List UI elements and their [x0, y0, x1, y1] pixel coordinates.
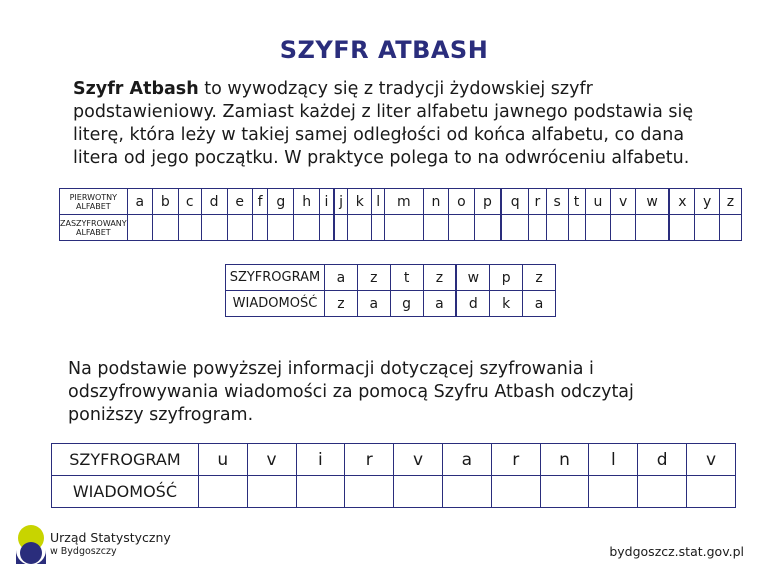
alphabet-cipher-cell[interactable]: [719, 215, 741, 241]
task-ciphertext-cell: u: [198, 444, 247, 476]
task-ciphertext-cell: n: [540, 444, 589, 476]
alphabet-cipher-cell[interactable]: [294, 215, 320, 241]
task-message-cell[interactable]: [540, 476, 589, 508]
alphabet-cipher-cell[interactable]: [152, 215, 178, 241]
alphabet-cipher-cell[interactable]: [669, 215, 695, 241]
alphabet-cipher-cell[interactable]: [611, 215, 635, 241]
alphabet-cipher-cell[interactable]: [474, 215, 501, 241]
alphabet-cipher-cell[interactable]: [501, 215, 528, 241]
alphabet-original-cell: q: [501, 189, 528, 215]
task-row-message: [52, 476, 736, 508]
task-row-ciphertext-label: SZYFROGRAM: [52, 444, 199, 476]
alphabet-original-cell: u: [585, 189, 611, 215]
task-message-cell[interactable]: [638, 476, 687, 508]
task-ciphertext-cell: r: [491, 444, 540, 476]
alphabet-original-cell: v: [611, 189, 635, 215]
alphabet-original-cell: j: [334, 189, 348, 215]
task-ciphertext-cell: v: [247, 444, 296, 476]
alphabet-original-cell: y: [695, 189, 719, 215]
alphabet-original-cell: s: [546, 189, 568, 215]
example-ciphertext-cell: z: [523, 265, 556, 291]
alphabet-cipher-cell[interactable]: [268, 215, 294, 241]
alphabet-original-cell: o: [449, 189, 474, 215]
example-ciphertext-cell: z: [357, 265, 390, 291]
alphabet-cipher-cell[interactable]: [423, 215, 449, 241]
example-ciphertext-cell: w: [456, 265, 489, 291]
alphabet-original-cell: l: [372, 189, 385, 215]
footer-url-link[interactable]: bydgoszcz.stat.gov.pl: [609, 544, 744, 559]
task-message-cell[interactable]: [687, 476, 736, 508]
organization-name-block: [50, 531, 171, 559]
example-ciphertext-cell: p: [490, 265, 523, 291]
alphabet-cipher-cell[interactable]: [546, 215, 568, 241]
example-message-cell: g: [390, 291, 423, 317]
alphabet-original-cell: t: [568, 189, 585, 215]
alphabet-row-original: [60, 189, 742, 215]
task-message-cell[interactable]: [247, 476, 296, 508]
intro-paragraph: [73, 78, 733, 170]
alphabet-original-cell: c: [178, 189, 201, 215]
alphabet-original-cell: z: [719, 189, 741, 215]
alphabet-cipher-cell[interactable]: [227, 215, 252, 241]
alphabet-original-cell: x: [669, 189, 695, 215]
task-ciphertext-cell: v: [394, 444, 443, 476]
task-ciphertext-cell: v: [687, 444, 736, 476]
example-message-cell: d: [456, 291, 489, 317]
alphabet-row-original-label: PIERWOTNY ALFABET: [60, 189, 128, 215]
organization-location: w Bydgoszczy: [50, 546, 117, 557]
task-ciphertext-cell: i: [296, 444, 345, 476]
example-table: [225, 264, 556, 317]
alphabet-original-cell: w: [635, 189, 669, 215]
alphabet-original-cell: d: [201, 189, 227, 215]
alphabet-original-cell: f: [252, 189, 268, 215]
alphabet-row-cipher: [60, 215, 742, 241]
alphabet-original-cell: a: [127, 189, 152, 215]
example-row-ciphertext-label: SZYFROGRAM: [226, 265, 325, 291]
alphabet-cipher-cell[interactable]: [585, 215, 611, 241]
alphabet-cipher-cell[interactable]: [635, 215, 669, 241]
task-ciphertext-cell: l: [589, 444, 638, 476]
organization-name: Urząd Statystyczny: [50, 530, 171, 545]
alphabet-original-cell: k: [348, 189, 372, 215]
example-ciphertext-cell: t: [390, 265, 423, 291]
example-message-cell: a: [357, 291, 390, 317]
alphabet-cipher-cell[interactable]: [568, 215, 585, 241]
alphabet-original-cell: r: [529, 189, 547, 215]
alphabet-original-cell: m: [385, 189, 423, 215]
alphabet-table: [59, 188, 742, 241]
example-row-message: [226, 291, 556, 317]
alphabet-cipher-cell[interactable]: [449, 215, 474, 241]
example-message-cell: a: [423, 291, 456, 317]
statistics-office-logo-icon: [14, 524, 48, 564]
task-paragraph: Na podstawie powyższej informacji dotyczącej szyfrowania i odszyfrowywania wiadomości za pomocą Szyfru Atbash odczytaj poniższy szyfrogram.: [68, 359, 634, 425]
task-message-cell[interactable]: [442, 476, 491, 508]
example-message-cell: k: [490, 291, 523, 317]
alphabet-cipher-cell[interactable]: [320, 215, 334, 241]
alphabet-cipher-cell[interactable]: [348, 215, 372, 241]
example-message-cell: a: [523, 291, 556, 317]
example-ciphertext-cell: a: [324, 265, 357, 291]
alphabet-original-cell: i: [320, 189, 334, 215]
page-title: SZYFR ATBASH: [279, 36, 489, 64]
alphabet-cipher-cell[interactable]: [178, 215, 201, 241]
alphabet-cipher-cell[interactable]: [372, 215, 385, 241]
task-ciphertext-cell: a: [442, 444, 491, 476]
alphabet-cipher-cell[interactable]: [385, 215, 423, 241]
task-row-message-label: WIADOMOŚĆ: [52, 476, 199, 508]
alphabet-cipher-cell[interactable]: [334, 215, 348, 241]
task-message-cell[interactable]: [589, 476, 638, 508]
alphabet-original-cell: b: [152, 189, 178, 215]
alphabet-cipher-cell[interactable]: [529, 215, 547, 241]
task-message-cell[interactable]: [198, 476, 247, 508]
alphabet-row-cipher-label: ZASZYFROWANY ALFABET: [60, 215, 128, 241]
alphabet-cipher-cell[interactable]: [695, 215, 719, 241]
alphabet-original-cell: g: [268, 189, 294, 215]
alphabet-cipher-cell[interactable]: [127, 215, 152, 241]
example-ciphertext-cell: z: [423, 265, 456, 291]
intro-text: to wywodzący się z tradycji żydowskiej szyfr podstawieniowy. Zamiast każdej z liter alfabetu jawnego podstawia się literę, która leży w takiej samej odległości od końca alfabetu, co dana litera od jego początku. W praktyce polega to na odwróceniu alfabetu.: [73, 79, 694, 168]
task-ciphertext-cell: d: [638, 444, 687, 476]
example-row-ciphertext: [226, 265, 556, 291]
alphabet-original-cell: p: [474, 189, 501, 215]
alphabet-cipher-cell[interactable]: [252, 215, 268, 241]
task-message-cell[interactable]: [491, 476, 540, 508]
example-row-message-label: WIADOMOŚĆ: [226, 291, 325, 317]
intro-bold-term: Szyfr Atbash: [73, 79, 199, 99]
alphabet-original-cell: n: [423, 189, 449, 215]
example-message-cell: z: [324, 291, 357, 317]
task-message-cell[interactable]: [345, 476, 394, 508]
task-message-cell[interactable]: [296, 476, 345, 508]
task-ciphertext-cell: r: [345, 444, 394, 476]
task-row-ciphertext: [52, 444, 736, 476]
alphabet-cipher-cell[interactable]: [201, 215, 227, 241]
alphabet-original-cell: e: [227, 189, 252, 215]
task-message-cell[interactable]: [394, 476, 443, 508]
alphabet-original-cell: h: [294, 189, 320, 215]
task-table: [51, 443, 736, 508]
